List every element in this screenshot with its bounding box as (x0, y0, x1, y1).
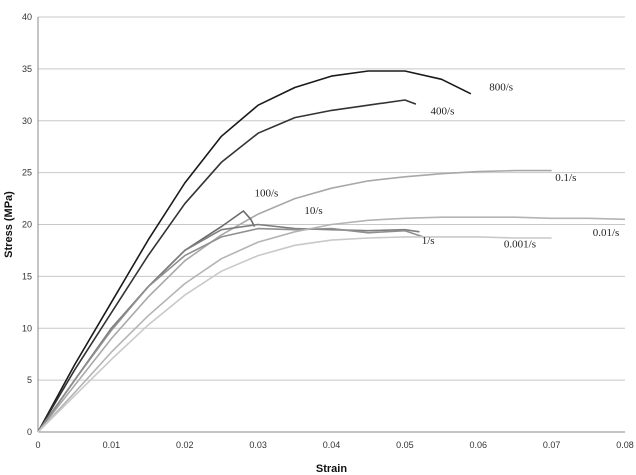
series-line-0-01-s (38, 217, 625, 432)
series-line-400-s (38, 100, 416, 432)
y-tick-label: 35 (21, 63, 32, 74)
series-label: 800/s (489, 81, 514, 94)
series-label: 1/s (421, 235, 435, 248)
y-tick-label: 10 (21, 323, 32, 334)
y-axis-title: Stress (MPa) (3, 191, 15, 258)
y-tick-label: 20 (21, 219, 32, 230)
y-tick-label: 30 (21, 115, 32, 126)
series-label: 0.01/s (592, 226, 620, 239)
x-tick-label: 0.06 (469, 440, 488, 450)
x-axis-title: Strain (315, 463, 348, 475)
series-label: 400/s (430, 105, 455, 118)
x-tick-label: 0.04 (322, 440, 341, 450)
x-tick-label: 0.02 (175, 440, 194, 450)
x-tick-label: 0.01 (102, 440, 121, 450)
x-tick-label: 0.05 (396, 440, 414, 450)
gridlines (38, 17, 625, 380)
series-lines (38, 71, 625, 432)
series-label: 100/s (254, 187, 279, 200)
y-tick-label: 40 (21, 12, 32, 22)
y-tick-label: 5 (26, 375, 32, 386)
x-tick-label: 0.08 (616, 440, 634, 450)
series-line-0-1-s (38, 171, 552, 432)
series-label: 0.1/s (555, 171, 577, 184)
y-tick-label: 15 (21, 271, 32, 282)
x-tick-label: 0 (35, 440, 41, 450)
series-label: 10/s (304, 205, 323, 218)
y-tick-label: 0 (26, 427, 32, 437)
y-tick-label: 25 (21, 167, 32, 178)
series-label: 0.001/s (503, 238, 537, 251)
series-line-800-s (38, 71, 471, 432)
series-labels (254, 82, 619, 251)
x-tick-label: 0.07 (542, 440, 561, 450)
x-tick-label: 0.03 (249, 440, 267, 450)
